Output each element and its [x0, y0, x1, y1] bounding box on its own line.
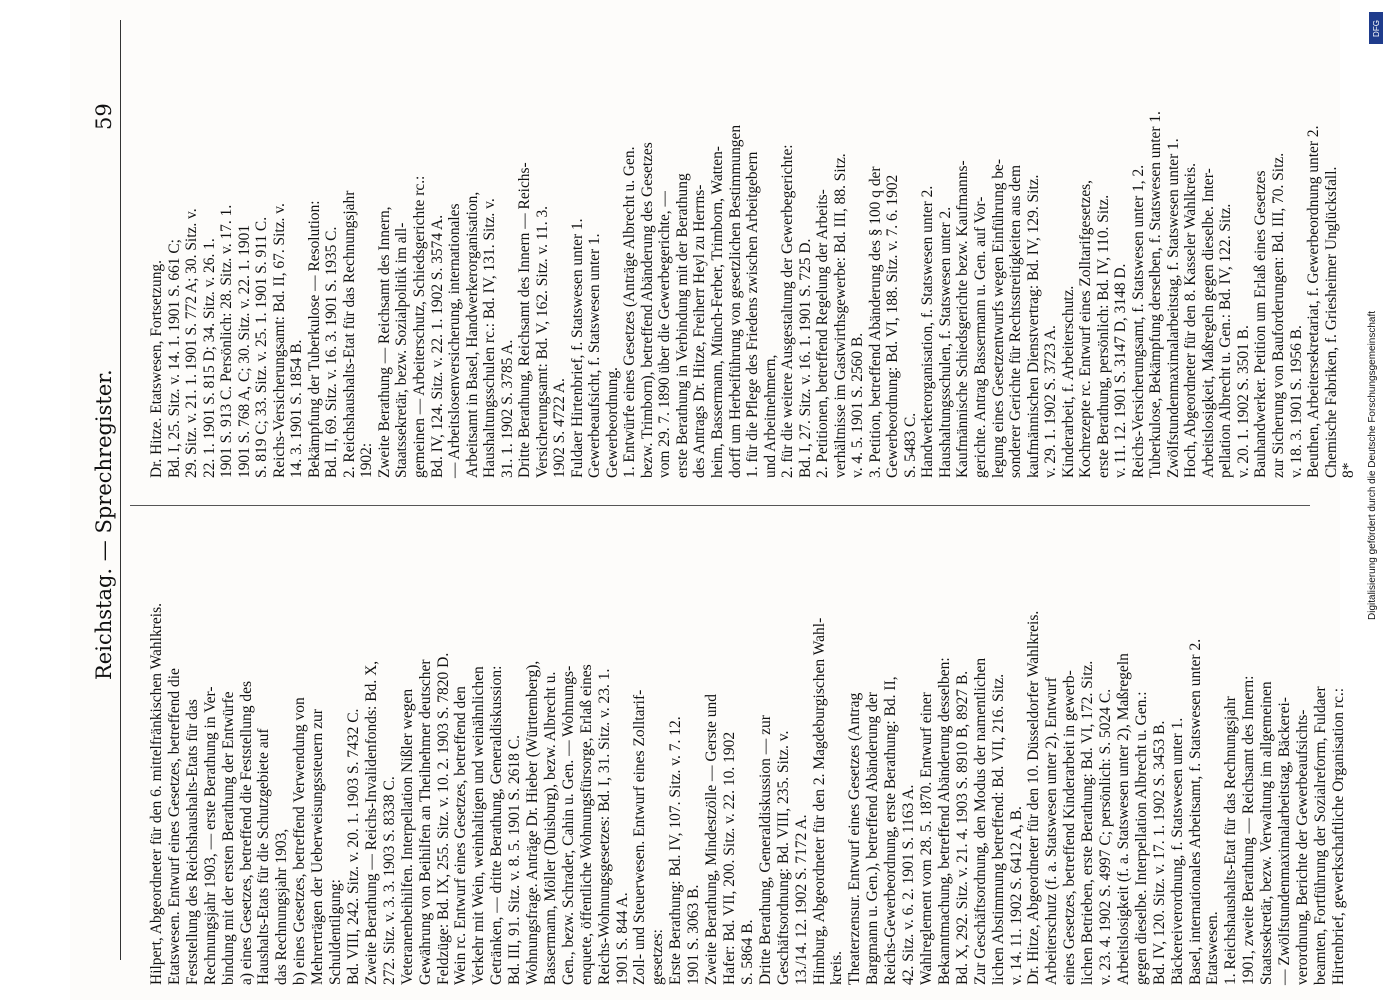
text-line: Bd. II, 69. Sitz. v. 16. 3. 1901 S. 1935 C.: [323, 226, 341, 478]
text-line: Hilpert, Abgeordneter für den 6. mittelfränkischen Wahlkreis.: [148, 603, 165, 985]
text-line: Bd. IV, 124. Sitz. v. 22. 1. 1902 S. 3574 A.: [428, 214, 446, 478]
text-line: sonderer Gerichte für Rechtsstreitigkeiten aus dem: [1007, 164, 1025, 478]
text-line: Zweite Berathung — Reichs-Invalidenfonds: Bd. X,: [362, 660, 380, 985]
text-line: Beuthen, Arbeitersekretariat, f. Gewerbeordnung unter 2.: [1305, 125, 1323, 478]
text-line: Etatswesen. Entwurf eines Gesetzes, betreffend die: [165, 668, 183, 985]
text-line: lichen Abstimmung betreffend: Bd. VII, 216. Sitz.: [989, 673, 1007, 985]
page-number: 59: [92, 103, 116, 130]
text-line: Gewerbeaufsicht, f. Statswesen unter 1.: [586, 233, 604, 478]
text-line: gerichte. Antrag Bassermann u. Gen. auf Vor-: [971, 196, 989, 478]
left-text-column: [148, 525, 1348, 985]
text-line: S. 5864 B.: [738, 919, 756, 985]
dfg-logo: [1369, 12, 1383, 44]
text-line: Verkehr mit Wein, weinhaltigen und weinähnlichen: [470, 666, 488, 985]
text-line: 1901 S. 768 A, C; 30. Sitz. v. 22. 1. 1901: [235, 224, 253, 478]
text-line: Tuberkulose, Bekämpfung derselben, f. Statswesen unter 1.: [1147, 111, 1165, 478]
text-line: 1901 S. 844 A.: [613, 892, 631, 985]
text-line: und Arbeitnehmern,: [761, 354, 779, 478]
text-line: dorff um Herbeiführung von gesetzlichen Bestimmungen: [726, 124, 744, 478]
text-line: Bekanntmachung, betreffend Abänderung desselben:: [935, 657, 953, 985]
text-line: Bd. VIII, 242. Sitz. v. 20. 1. 1903 S. 7432 C.: [344, 708, 362, 985]
text-line: Kaufmännische Schiedsgerichte bezw. Kaufmanns-: [954, 160, 972, 478]
text-line: Bd. IV, 120. Sitz. v. 17. 1. 1902 S. 3453 B.: [1150, 720, 1168, 985]
text-line: 2. Petitionen, betreffend Regelung der Arbeits-: [814, 189, 832, 478]
text-line: kaufmännischen Dienstvertrag: Bd. IV, 129. Sitz.: [1024, 174, 1042, 478]
text-line: verhältnisse im Gastwirthsgewerbe: Bd. III, 88. Sitz.: [831, 153, 849, 478]
text-line: Reichs-Versicherungsamt, f. Statswesen unter 1, 2.: [1129, 164, 1147, 478]
text-line: des Antrags Dr. Hitze, Freiherr Heyl zu Herrns-: [691, 184, 709, 478]
text-line: Gen., bezw. Schrader, Cahin u. Gen. — Wohnungs-: [559, 665, 577, 985]
text-line: Basel, internationales Arbeitsamt, f. Statswesen unter 2.: [1186, 638, 1204, 985]
text-line: 42. Sitz. v. 6. 2. 1901 S. 1163 A.: [900, 784, 918, 985]
text-line: Haushaltungsschulen rc.: Bd. IV, 131. Sitz. v.: [481, 198, 499, 478]
text-line: Zweite Berathung — Reichsamt des Innern,: [375, 206, 393, 478]
document-page: [70, 0, 1358, 1000]
logo-text: DFG: [1371, 19, 1381, 37]
text-line: 29. Sitz. v. 21. 1. 1901 S. 772 A; 30. Sitz. v.: [183, 208, 201, 478]
right-text-column: [148, 18, 1358, 478]
text-line: enquete, öffentliche Wohnungsfürsorge, Erlaß eines: [577, 664, 595, 985]
text-line: — Zwölfstundenmaximalarbeitstag, Bäckerei-: [1276, 697, 1294, 985]
text-line: verordnung, Berichte der Gewerbeaufsichts-: [1294, 709, 1311, 985]
text-line: S. 5483 C.: [901, 412, 919, 478]
text-line: Himburg, Abgeordneter für den 2. Magdeburgischen Wahl-: [810, 617, 828, 985]
text-line: Wein rc. Entwurf eines Gesetzes, betreffend den: [452, 686, 470, 985]
text-line: Hafer: Bd. VII, 200. Sitz. v. 22. 10. 1902: [721, 731, 738, 985]
text-line: Dritte Berathung, Reichsamt des Innern — Reichs-: [516, 162, 534, 478]
text-line: Gewerbeordnung: Bd. VI, 188. Sitz. v. 7. 6. 1902: [884, 174, 902, 478]
text-line: Fuldaer Hirtenbrief, f. Statswesen unter 1.: [568, 218, 586, 478]
text-line: Reichs-Versicherungsamt: Bd. II, 67. Sitz. v.: [270, 203, 288, 478]
text-line: das Rechnungsjahr 1903,: [273, 828, 291, 985]
text-line: Zweite Berathung, Mindestzölle — Gerste und: [703, 694, 721, 985]
text-line: Feststellung des Reichshaushalts-Etats für das: [183, 699, 201, 985]
text-line: Getränken, — dritte Berathung, Generaldiskussion:: [488, 665, 506, 985]
text-line: Zwölfstundenmaximalarbeitstag, f. Statswesen unter 1.: [1164, 138, 1182, 478]
text-line: gesetzes:: [649, 929, 667, 985]
text-line: Dritte Berathung, Generaldiskussion — zur: [756, 715, 774, 985]
text-line: 1. Reichshaushalts-Etat für das Rechnungsjahr: [1222, 696, 1240, 985]
text-line: 1901 S. 913 C. Persönlich: 28. Sitz. v. 17. 1.: [218, 204, 236, 478]
text-line: 272. Sitz. v. 3. 3. 1903 S. 8338 C.: [380, 776, 398, 985]
text-line: zur Sicherung von Bauforderungen: Bd. III, 70. Sitz.: [1270, 152, 1287, 478]
text-line: Staatssekretär, bezw. Verwaltung im allgemeinen: [1258, 681, 1276, 985]
text-line: 1901, zweite Berathung — Reichsamt des Innern:: [1240, 675, 1258, 985]
text-line: Bauhandwerker. Petition um Erlaß eines Gesetzes: [1252, 170, 1270, 478]
text-line: 1901 S. 3063 B.: [685, 884, 703, 985]
text-line: Haushalts-Etats für die Schutzgebiete auf: [255, 728, 273, 985]
text-line: Dr. Hitze, Abgeordneter für den 10. Düsseldorfer Wahlkreis.: [1025, 610, 1043, 985]
text-line: 22. 1. 1901 S. 815 D; 34. Sitz. v. 26. 1.: [200, 238, 218, 478]
text-line: kreis.: [828, 950, 846, 985]
text-line: Bassermann, Möller (Duisburg), bezw. Albrecht u.: [541, 671, 559, 985]
text-line: v. 29. 1. 1902 S. 3723 A.: [1042, 325, 1060, 478]
text-line: eines Gesetzes, betreffend Kinderarbeit in gewerb-: [1061, 670, 1079, 985]
text-line: Reichs-Gewerbeordnung, erste Berathung: Bd. II,: [882, 676, 900, 985]
text-line: Hoch, Abgeordneter für den 8. Kasseler Wahlkreis.: [1182, 163, 1200, 478]
text-line: Bd. III, 91. Sitz. v. 8. 5. 1901 S. 2618 C.: [506, 734, 524, 985]
text-line: Bekämpfung der Tuberkulose — Resolution:: [305, 200, 323, 478]
text-line: Dr. Hitze. Etatswesen, Fortsetzung.: [148, 260, 165, 478]
text-line: Zoll- und Steuerwesen. Entwurf eines Zolltarif-: [631, 689, 649, 985]
text-line: erste Berathung, persönlich: Bd. IV, 110. Sitz.: [1094, 194, 1112, 478]
text-line: Erste Berathung: Bd. IV, 107. Sitz. v. 7. 12.: [667, 716, 685, 985]
text-line: v. 23. 4. 1902 S. 4997 C; persönlich: S. 5024 C.: [1097, 688, 1115, 985]
text-line: gemeinen — Arbeiterschutz, Schiedsgerichte rc.:: [410, 175, 428, 478]
text-line: Bäckereiverordnung, f. Statswesen unter 1.: [1168, 717, 1186, 985]
text-line: 1902:: [358, 442, 376, 478]
text-line: Veteranenbeihilfen. Interpellation Nißler wegen: [398, 688, 416, 985]
text-line: Geschäftsordnung: Bd. VIII, 235. Sitz. v.: [774, 730, 792, 985]
text-line: Arbeiterschutz (f. a. Statswesen unter 2). Entwurf: [1043, 677, 1061, 985]
text-line: 3. Petition, betreffend Abänderung des § 100 q der: [866, 166, 884, 478]
text-line: 1. für die Pflege des Friedens zwischen Arbeitgebern: [744, 151, 762, 478]
text-line: Reichs-Wohnungsgesetzes: Bd. I, 31. Sitz. v. 23. 1.: [595, 668, 613, 985]
text-line: S. 819 C; 33. Sitz. v. 25. 1. 1901 S. 911 C.: [253, 216, 271, 478]
text-line: Feldzüge: Bd. IX, 255. Sitz. v. 10. 2. 1903 S. 7820 D.: [434, 652, 452, 985]
text-line: Haushaltungsschulen, f. Statswesen unter 2.: [936, 206, 954, 478]
text-line: v. 4. 5. 1901 S. 2560 B.: [849, 332, 867, 478]
text-line: Bargmann u. Gen.), betreffend Abänderung der: [864, 692, 882, 985]
text-line: heim, Bassermann, Münch-Ferber, Trimborn, Watten-: [709, 146, 726, 478]
text-line: Arbeitslosigkeit, Maßregeln gegen dieselbe. Inter-: [1199, 168, 1217, 478]
text-line: Wahlreglement vom 28. 5. 1870. Entwurf einer: [917, 692, 935, 985]
text-line: a) eines Gesetzes, betreffend die Feststellung des: [237, 680, 255, 985]
text-line: Versicherungsamt: Bd. V, 162. Sitz. v. 11. 3.: [533, 205, 551, 478]
text-line: v. 18. 3. 1901 S. 1956 B.: [1287, 325, 1305, 478]
text-line: erste Berathung in Verbindung mit der Berathung: [673, 173, 691, 478]
margin-note: [1365, 10, 1381, 990]
text-line: Staatssekretär, bezw. Sozialpolitik im all-: [393, 222, 411, 478]
text-line: Gewährung von Beihilfen an Theilnehmer deutscher: [416, 659, 434, 985]
text-line: Bd. X, 292. Sitz. v. 21. 4. 1903 S. 8910 B, 8927 B.: [953, 670, 971, 985]
text-line: Mehrerträgen der Ueberweisungssteuern zur: [309, 709, 327, 985]
text-line: Zur Geschäftsordnung, den Modus der namentlichen: [971, 657, 989, 985]
text-line: gegen dieselbe. Interpellation Albrecht u. Gen.:: [1132, 691, 1150, 985]
text-line: Wohnungsfrage. Anträge Dr. Hieber (Württemberg),: [524, 660, 542, 985]
text-line: v. 20. 1. 1902 S. 3501 B.: [1234, 325, 1252, 478]
digitization-note: Digitalisierung gefördert durch die Deutsche Forschungsgemeinschaft: [1367, 310, 1378, 620]
text-line: Rechnungsjahr 1903, — erste Berathung in Ver-: [201, 686, 219, 985]
text-line: 1902 S. 4722 A.: [551, 378, 569, 478]
text-line: pellation Albrecht u. Gen.: Bd. IV, 122. Sitz.: [1217, 203, 1235, 478]
text-line: Gewerbeordnung.: [603, 367, 621, 478]
text-line: Etatswesen.: [1204, 911, 1222, 985]
text-line: 31. 1. 1902 S. 3785 A.: [498, 339, 516, 478]
text-line: v. 14. 11. 1902 S. 6412 A, B.: [1007, 806, 1025, 985]
text-line: 13./14. 12. 1902 S. 7172 A.: [792, 814, 810, 985]
text-line: Kinderarbeit, f. Arbeiterschutz.: [1059, 285, 1077, 478]
text-line: 2. für die weitere Ausgestaltung der Gewerbegerichte:: [779, 144, 797, 478]
text-line: Theaterzensur. Entwurf eines Gesetzes (Antrag: [846, 692, 864, 985]
text-line: Bd. I, 25. Sitz. v. 14. 1. 1901 S. 661 C;: [165, 239, 183, 478]
header-rule: [120, 20, 121, 960]
text-line: Chemische Fabriken, f. Griesheimer Unglücksfall.: [1322, 166, 1340, 478]
text-line: beamten, Fortführung der Sozialreform, Fuldaer: [1311, 686, 1329, 985]
text-line: 2. Reichshaushalts-Etat für das Rechnungsjahr: [340, 190, 358, 478]
text-line: bindung mit der ersten Berathung der Entwürfe: [219, 691, 237, 985]
text-line: Handwerkerorganisation, f. Statswesen unter 2.: [919, 185, 937, 478]
text-line: b) eines Gesetzes, betreffend Verwendung von: [291, 697, 309, 985]
text-line: Bd. I, 27. Sitz. v. 16. 1. 1901 S. 725 D.: [796, 238, 814, 478]
header-title: Reichstag. — Sprechregister.: [92, 369, 116, 680]
text-line: Schuldentilgung:: [327, 879, 345, 985]
column-divider: [130, 505, 1310, 506]
text-line: v. 11. 12. 1901 S. 3147 D, 3148 D.: [1112, 263, 1130, 478]
text-line: Arbeitslosigkeit (f. a. Statswesen unter 2), Maßregeln: [1114, 653, 1132, 985]
text-line: vom 29. 7. 1890 über die Gewerbegerichte, —: [656, 191, 674, 478]
text-line: 8*: [1340, 462, 1358, 478]
text-line: legung eines Gesetzentwurfs wegen Einführung be-: [989, 158, 1007, 478]
text-line: Hirtenbrief, gewerkschaftliche Organisation rc.:: [1329, 687, 1347, 985]
text-line: Kochrezepte rc. Entwurf eines Zolltarifgesetzes,: [1077, 179, 1095, 478]
text-line: lichen Betrieben, erste Berathung: Bd. VI, 172. Sitz.: [1079, 660, 1097, 985]
text-line: 1. Entwürfe eines Gesetzes (Anträge Albrecht u. Gen.: [621, 146, 639, 478]
text-line: Arbeitsamt in Basel, Handwerkerorganisation,: [463, 191, 481, 478]
text-line: bezw. Trimborn), betreffend Abänderung des Gesetzes: [638, 142, 656, 478]
text-line: — Arbeitslosenversicherung, internationales: [446, 203, 464, 478]
text-line: 14. 3. 1901 S. 1854 B.: [288, 339, 306, 478]
